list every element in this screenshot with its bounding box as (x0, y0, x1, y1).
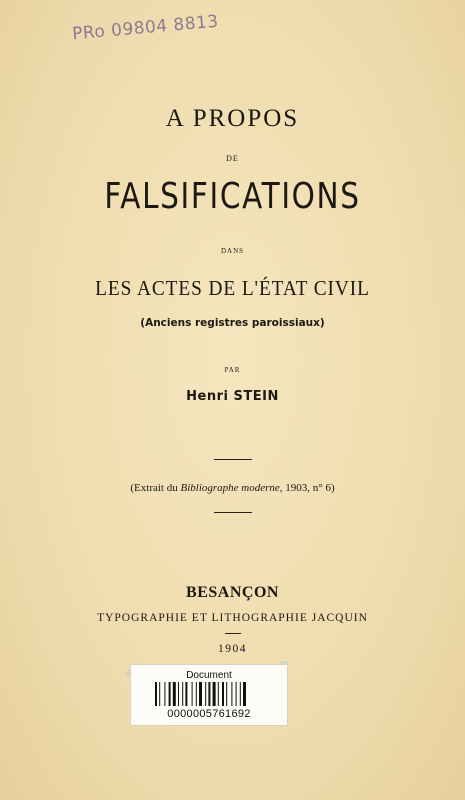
divider-rule-short (225, 633, 241, 634)
divider-rule (214, 512, 252, 513)
barcode-number: 0000005761692 (167, 708, 251, 720)
main-title: FALSIFICATIONS (104, 176, 361, 217)
publisher-city: BESANÇON (186, 584, 279, 601)
extract-note (0, 482, 465, 494)
title-connector-de: DE (226, 154, 239, 163)
title-connector-dans: DANS (220, 247, 245, 255)
author-name: Henri STEIN (186, 389, 279, 404)
publication-year: 1904 (218, 643, 247, 655)
subtitle: (Anciens registres paroissiaux) (140, 317, 325, 329)
barcode-label (130, 664, 288, 726)
title-line-1: A PROPOS (165, 105, 300, 132)
barcode-icon (155, 682, 263, 706)
journal-title: Bibliographe moderne (180, 482, 280, 494)
extract-prefix: (Extrait du (130, 482, 181, 494)
title-line-2: LES ACTES DE L'ÉTAT CIVIL (95, 276, 370, 300)
barcode-label-title: Document (186, 670, 232, 681)
printer-name: TYPOGRAPHIE ET LITHOGRAPHIE JACQUIN (97, 612, 368, 624)
extract-suffix: , 1903, n° 6) (279, 482, 335, 494)
by-label: PAR (224, 366, 241, 374)
handwritten-shelfmark: PRo 09804 8813 (71, 11, 220, 45)
divider-rule (214, 459, 252, 460)
